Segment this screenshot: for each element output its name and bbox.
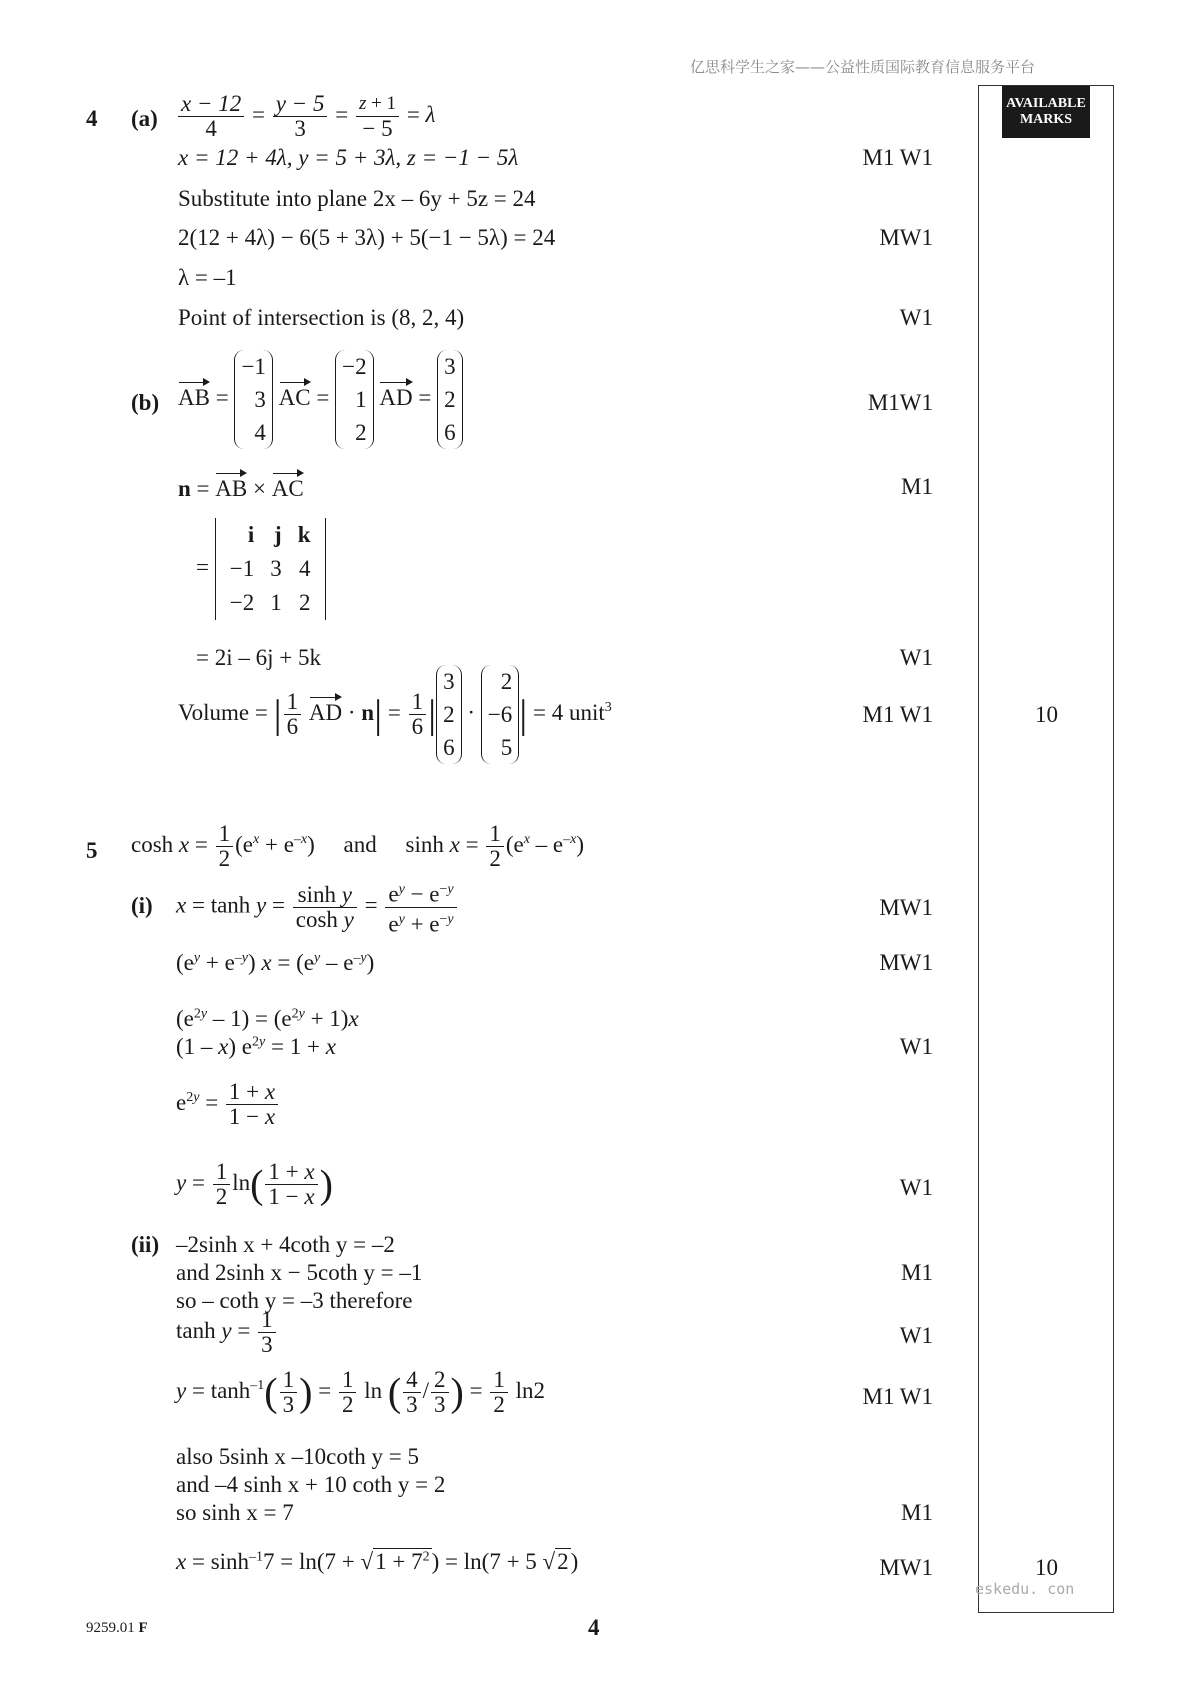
q5-line-ii1: –2sinh x + 4coth y = –2 [176, 1232, 395, 1257]
q5-line-ii3: so – coth y = –3 therefore [176, 1288, 413, 1313]
and-word: and [343, 831, 377, 857]
q4-part-a-label: (a) [131, 106, 158, 131]
q4-line-a5: λ = –1 [178, 265, 237, 290]
q5-part-i-label: (i) [131, 893, 153, 918]
q4-mark-4: M1W1 [867, 390, 933, 415]
q5-mark-5: M1 [901, 1260, 933, 1285]
volume-result: = 4 unit [533, 699, 605, 725]
q5-mark-2: MW1 [879, 950, 933, 975]
q4-vectors-line: AB = −1 3 4 AC = −2 1 2 AD = 3 2 6 [178, 350, 463, 449]
q5-total-marks: 10 [1035, 1555, 1058, 1580]
q4-line-a1: $\frac{x - 12}{4}$ = $\frac{y - 5}{3}$ = $\frac{z + 1}{- 5}$ = λ [176, 92, 436, 141]
q4-mark-5: M1 [901, 474, 933, 499]
q5-line-i6: y = $\frac{1}{2}$ ln( $\frac{1 + x}{1 - x}$ ) [176, 1159, 333, 1209]
q4-line-a2: x = 12 + 4λ, y = 5 + 3λ, z = −1 − 5λ [178, 145, 519, 170]
q5-mark-8: M1 [901, 1500, 933, 1525]
q5-line-ii4: tanh y = $\frac{1}{3}$ [176, 1308, 278, 1357]
q5-line-i4: (1 – x) $e^{2y} = 1 + x$ [176, 1034, 336, 1059]
q4-mark-7: M1 W1 [862, 702, 933, 727]
q5-mark-4: W1 [899, 1175, 933, 1200]
q5-number: 5 [86, 838, 98, 863]
q4-line-a6: Point of intersection is (8, 2, 4) [178, 305, 465, 330]
header-site-text: 亿思科学生之家——公益性质国际教育信息服务平台 [690, 58, 1036, 76]
q4-mark-3: W1 [899, 305, 933, 330]
footer-code-suffix: F [138, 1620, 148, 1636]
volume-label: Volume = [178, 699, 268, 725]
q5-line-i2: $(e^y + e^{-y}) x = (e^y - e^{-y})$ [176, 950, 375, 975]
q5-mark-6: W1 [899, 1323, 933, 1348]
q4-part-b-label: (b) [131, 390, 160, 415]
q5-definitions: cosh x = $\frac{1}{2}$ $(e^x + e^{-x})$ and sinh x = $\frac{1}{2}$ $(e^x - e^{-x})$ [131, 821, 585, 871]
footer-code-number: 9259.01 [86, 1620, 135, 1636]
q4-line-a3: Substitute into plane 2x – 6y + 5z = 24 [178, 186, 536, 211]
q4-normal-result: = 2i – 6j + 5k [196, 645, 321, 670]
footer-code [86, 1620, 148, 1637]
q5-line-ii2: and 2sinh x − 5coth y = –1 [176, 1260, 423, 1285]
q4-mark-2: MW1 [879, 225, 933, 250]
q4-mark-6: W1 [899, 645, 933, 670]
q5-line-ii9: $x = \sinh^{-1}7 = \ln(7 + √1 + 7^2) = \ln(7 + 5$ √2) [176, 1549, 579, 1574]
q5-line-ii7: and –4 sinh x + 10 coth y = 2 [176, 1472, 446, 1497]
q5-mark-3: W1 [899, 1034, 933, 1059]
q4-line-a4: 2(12 + 4λ) − 6(5 + 3λ) + 5(−1 − 5λ) = 24 [178, 225, 556, 250]
available-marks-heading: AVAILABLE MARKS [1002, 86, 1090, 138]
q4-mark-1: M1 W1 [862, 145, 933, 170]
q5-mark-9: MW1 [879, 1555, 933, 1580]
watermark-text: eskedu. con [975, 1580, 1075, 1598]
q5-mark-1: MW1 [879, 895, 933, 920]
q5-part-ii-label: (ii) [131, 1232, 160, 1257]
q5-line-ii8: so sinh x = 7 [176, 1500, 294, 1525]
q4-total-marks: 10 [1035, 702, 1058, 727]
q5-line-i5: $e^{2y}$ = $\frac{1 + x}{1 - x}$ [176, 1080, 280, 1129]
q5-mark-7: M1 W1 [862, 1384, 933, 1409]
q4-number: 4 [86, 106, 98, 131]
q4-volume-line: Volume = | $\frac{1}{6}$ AD · n| = $\frac{1}{6}$ |3 2 6 · 2 −6 5| = 4 unit$^3$ [178, 665, 612, 764]
q5-line-i3: $(e^{2y} - 1) = (e^{2y} + 1)x$ [176, 1006, 359, 1031]
q5-line-i1: x = tanh y = $\frac{\text{sinh y}}{\text{cosh y}}$ = $\frac{e^y - e^{-y}}{e^y + e^{-y}}$ [176, 878, 459, 936]
q4-determinant: = i j k −1 3 4 −2 1 2 [196, 518, 326, 620]
q5-line-ii5: $y = \tanh^{-1}$( $\frac{1}{3}$ ) = $\frac{1}{2}$ ln ( $\frac{4}{3}$ / $\frac{2}{3}$ ) = $\frac{1}{2}$ ln2 [176, 1367, 545, 1417]
available-marks-column [978, 85, 1114, 1613]
q5-line-ii6: also 5sinh x –10coth y = 5 [176, 1444, 419, 1469]
page-number: 4 [588, 1615, 600, 1640]
q4-normal-line: n = AB × AC [178, 470, 304, 502]
